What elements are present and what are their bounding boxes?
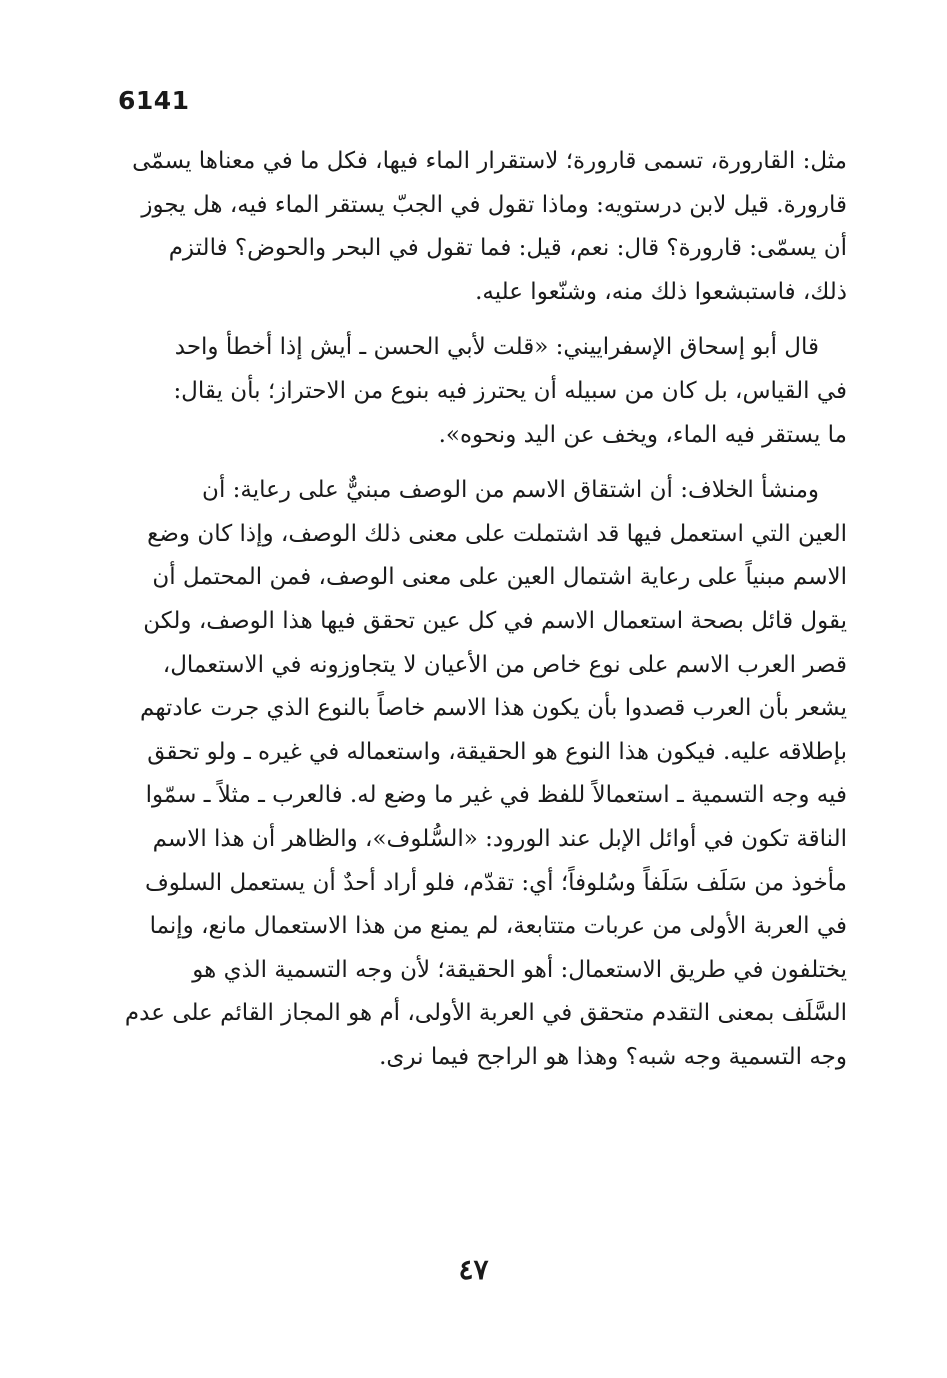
text-line: الناقة تكون في أوائل الإبل عند الورود: «السُّلوف»، والظاهر أن هذا الاسم <box>152 825 847 852</box>
text-line: السَّلَف بمعنى التقدم متحقق في العربة الأولى، أم هو المجاز القائم على عدم <box>124 1000 847 1027</box>
text-line: وجه التسمية وجه شبه؟ وهذا هو الراجح فيما نرى. <box>379 1043 847 1070</box>
paragraph-gap <box>112 457 847 469</box>
text-line: فيه وجه التسمية ـ استعمالاً للفظ في غير ما وضع له. فالعرب ـ مثلاً ـ سمّوا <box>145 782 847 809</box>
text-line: في القياس، بل كان من سبيله أن يحترز فيه بنوع من الاحتراز؛ بأن يقال: <box>173 377 847 404</box>
text-line: بإطلاقه عليه. فيكون هذا النوع هو الحقيقة، واستعماله في غيره ـ ولو تحقق <box>147 738 847 765</box>
page-identifier: 6141 <box>118 86 190 115</box>
text-line: الاسم مبنياً على رعاية اشتمال العين على معنى الوصف، فمن المحتمل أن <box>152 564 847 591</box>
text-line: يقول قائل بصحة استعمال الاسم في كل عين تحقق فيها هذا الوصف، ولكن <box>143 607 847 634</box>
text-line: يختلفون في طريق الاستعمال: أهو الحقيقة؛ لأن وجه التسمية الذي هو <box>192 956 847 983</box>
text-line: مثل: القارورة، تسمى قارورة؛ لاستقرار الماء فيها، فكل ما في معناها يسمّى <box>132 148 847 174</box>
page-number: ٤٧ <box>458 1253 489 1286</box>
text-line: مأخوذ من سَلَف سَلَفاً وسُلوفاً؛ أي: تقدّم، فلو أراد أحدٌ أن يستعمل السلوف <box>144 869 847 896</box>
text-line: أن يسمّى: قارورة؟ قال: نعم، قيل: فما تقول في البحر والحوض؟ فالتزم <box>168 235 847 262</box>
text-line: يشعر بأن العرب قصدوا بأن يكون هذا الاسم خاصاً بالنوع الذي جرت عادتهم <box>140 695 847 722</box>
text-line: ومنشأ الخلاف: أن اشتقاق الاسم من الوصف مبنيٌّ على رعاية: أن <box>202 477 819 504</box>
text-line: قال أبو إسحاق الإسفراييني: «قلت لأبي الحسن ـ أيش إذا أخطأ واحد <box>174 334 819 361</box>
text-line: قارورة. قيل لابن درستويه: وماذا تقول في الجبّ يستقر الماء فيه، هل يجوز <box>141 191 847 218</box>
text-line: ما يستقر فيه الماء، ويخف عن اليد ونحوه». <box>438 421 847 448</box>
text-line: العين التي استعمل فيها قد اشتملت على معنى ذلك الوصف، وإذا كان وضع <box>147 520 847 547</box>
text-line: قصر العرب الاسم على نوع خاص من الأعيان لا يتجاوزونه في الاستعمال، <box>162 651 847 678</box>
paragraph-gap <box>112 314 847 326</box>
text-line: ذلك، فاستبشعوا ذلك منه، وشنّعوا عليه. <box>475 278 847 305</box>
text-line: في العربة الأولى من عربات متتابعة، لم يمنع من هذا الاستعمال مانع، وإنما <box>149 913 847 940</box>
body-text <box>112 140 847 1079</box>
